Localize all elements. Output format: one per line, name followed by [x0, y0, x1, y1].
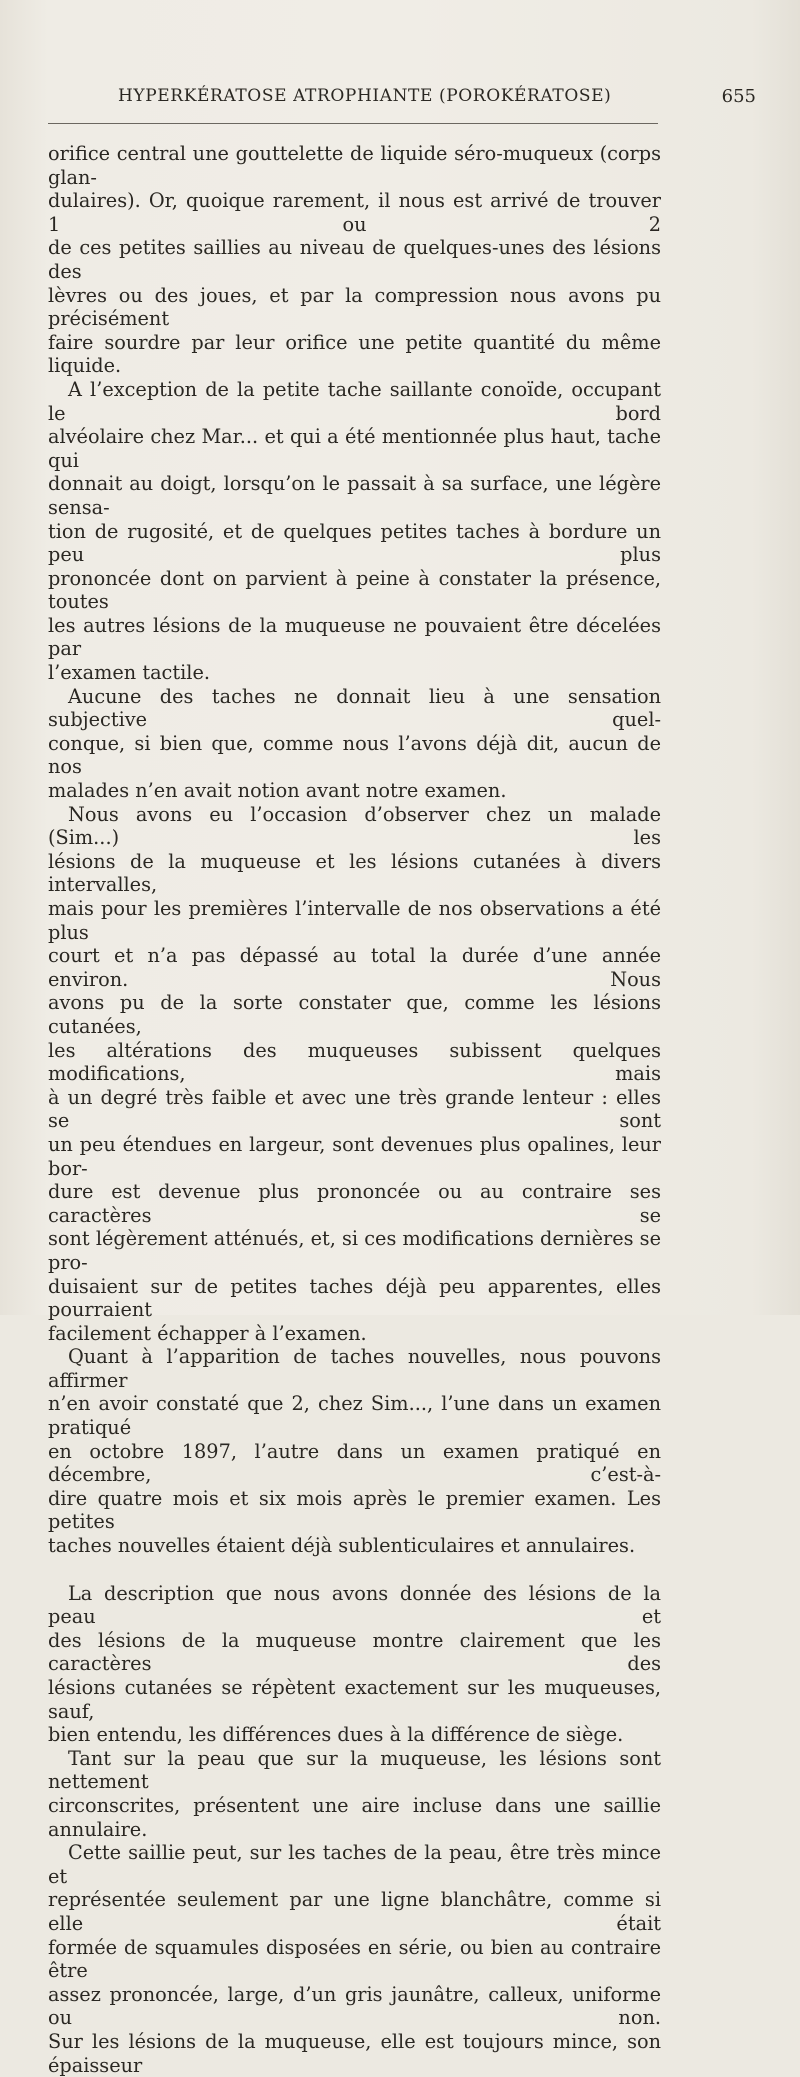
- running-title: HYPERKÉRATOSE ATROPHIANTE (POROKÉRATOSE): [118, 86, 612, 106]
- text-line: prononcée dont on parvient à peine à constater la présence, toutes: [48, 566, 661, 614]
- running-head: [48, 86, 756, 112]
- text-line: à un degré très faible et avec une très grande lenteur : elles se sont: [48, 1085, 661, 1133]
- text-line: court et n’a pas dépassé au total la durée d’une année environ. Nous: [48, 944, 661, 991]
- paragraph: [48, 685, 661, 803]
- text-line: lésions cutanées se répètent exactement sur les muqueuses, sauf,: [48, 1676, 661, 1723]
- text-line: taches nouvelles étaient déjà sublenticulaires et annulaires.: [48, 1534, 636, 1558]
- text-line: La description que nous avons donnée des lésions de la peau et: [48, 1581, 661, 1629]
- text-line: Nous avons eu l’occasion d’observer chez un malade (Sim...) les: [48, 802, 661, 850]
- text-line: sont légèrement atténués, et, si ces modifications dernières se pro-: [48, 1227, 661, 1274]
- text-line: les autres lésions de la muqueuse ne pouvaient être décelées par: [48, 613, 661, 661]
- text-line: alvéolaire chez Mar... et qui a été mentionnée plus haut, tache qui: [48, 425, 661, 472]
- text-line: assez prononcée, large, d’un gris jaunâtre, calleux, uniforme ou non.: [48, 1982, 661, 2030]
- page-number: 655: [721, 86, 756, 107]
- text-line: donnait au doigt, lorsqu’on le passait à sa surface, une légère sensa-: [48, 472, 661, 519]
- text-line: des lésions de la muqueuse montre clairement que les caractères des: [48, 1628, 661, 1676]
- text-line: les altérations des muqueuses subissent quelques modifications, mais: [48, 1038, 661, 1086]
- text-line: faire sourdre par leur orifice une petite quantité du même liquide.: [48, 330, 661, 378]
- text-line: Aucune des taches ne donnait lieu à une sensation subjective quel-: [48, 684, 661, 732]
- body-text: [48, 142, 661, 2077]
- text-line: A l’exception de la petite tache saillante conoïde, occupant le bord: [48, 377, 661, 425]
- paragraph: [48, 803, 661, 1346]
- text-line: Tant sur la peau que sur la muqueuse, les lésions sont nettement: [48, 1746, 661, 1794]
- text-line: Sur les lésions de la muqueuse, elle est toujours mince, son épaisseur: [48, 2029, 661, 2077]
- text-line: malades n’en avait notion avant notre examen.: [48, 779, 507, 803]
- text-line: Cette saillie peut, sur les taches de la peau, être très mince et: [48, 1841, 661, 1888]
- paragraph: [48, 1747, 661, 1841]
- paragraph: [48, 378, 661, 685]
- text-line: en octobre 1897, l’autre dans un examen pratiqué en décembre, c’est-à-: [48, 1439, 661, 1487]
- text-line: un peu étendues en largeur, sont devenues plus opalines, leur bor-: [48, 1132, 661, 1180]
- paragraph: [48, 142, 661, 378]
- text-line: conque, si bien que, comme nous l’avons déjà dit, aucun de nos: [48, 731, 661, 779]
- text-line: lésions de la muqueuse et les lésions cutanées à divers intervalles,: [48, 849, 661, 897]
- paragraph: [48, 1841, 661, 2077]
- section-gap: [48, 1558, 661, 1582]
- text-line: formée de squamules disposées en série, ou bien au contraire être: [48, 1935, 661, 1983]
- text-line: mais pour les premières l’intervalle de nos observations a été plus: [48, 897, 661, 944]
- text-line: facilement échapper à l’examen.: [48, 1321, 367, 1345]
- text-line: circonscrites, présentent une aire incluse dans une saillie annulaire.: [48, 1793, 661, 1841]
- text-line: dire quatre mois et six mois après le premier examen. Les petites: [48, 1486, 661, 1534]
- text-line: Quant à l’apparition de taches nouvelles, nous pouvons affirmer: [48, 1345, 661, 1392]
- text-line: de ces petites saillies au niveau de quelques-unes des lésions des: [48, 236, 661, 283]
- text-line: tion de rugosité, et de quelques petites taches à bordure un peu plus: [48, 519, 661, 567]
- paragraph: [48, 1582, 661, 1747]
- text-line: bien entendu, les différences dues à la différence de siège.: [48, 1723, 624, 1747]
- text-line: représentée seulement par une ligne blanchâtre, comme si elle était: [48, 1888, 661, 1935]
- text-line: dure est devenue plus prononcée ou au contraire ses caractères se: [48, 1180, 661, 1227]
- text-line: avons pu de la sorte constater que, comme les lésions cutanées,: [48, 991, 661, 1038]
- header-rule: [48, 123, 658, 124]
- text-line: dulaires). Or, quoique rarement, il nous est arrivé de trouver 1 ou 2: [48, 189, 661, 236]
- text-line: orifice central une gouttelette de liquide séro-muqueux (corps glan-: [48, 142, 661, 189]
- text-line: l’examen tactile.: [48, 661, 210, 685]
- text-line: n’en avoir constaté que 2, chez Sim..., l’une dans un examen pratiqué: [48, 1392, 661, 1440]
- text-line: duisaient sur de petites taches déjà peu apparentes, elles pourraient: [48, 1274, 661, 1322]
- paragraph: [48, 1345, 661, 1557]
- text-line: lèvres ou des joues, et par la compression nous avons pu précisément: [48, 283, 661, 331]
